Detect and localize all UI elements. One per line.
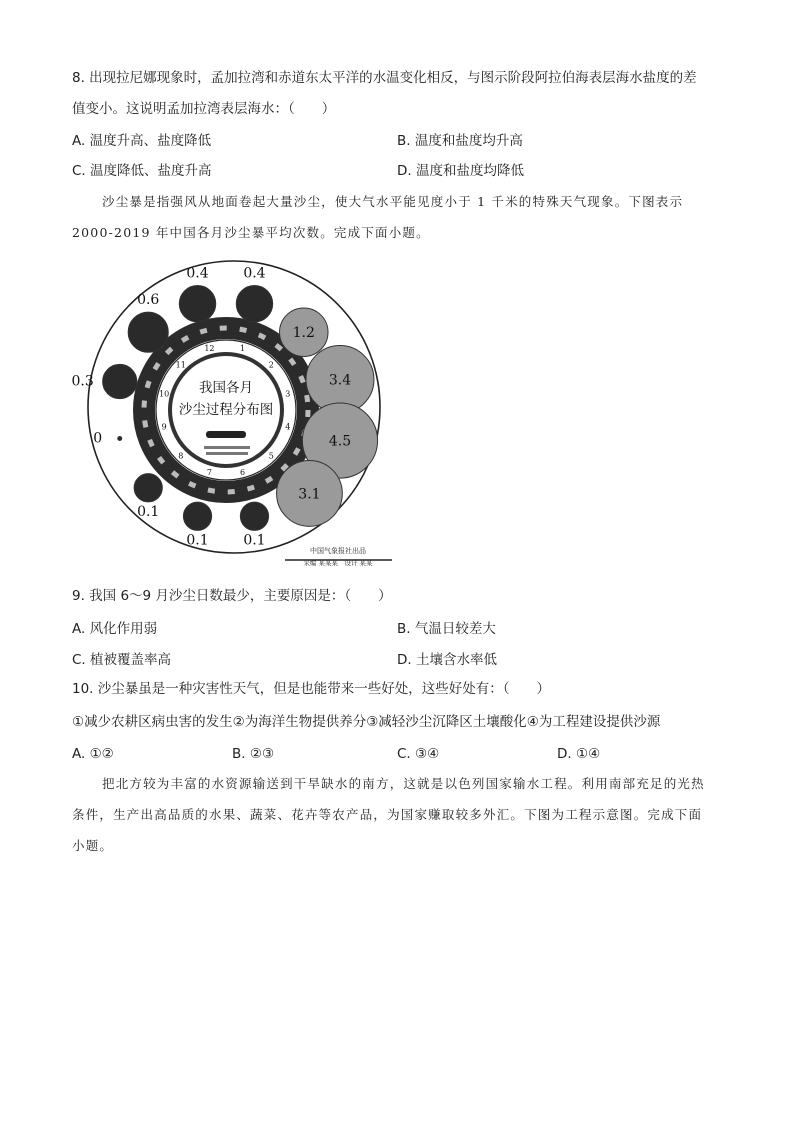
value-circle	[236, 286, 272, 322]
intro1-line1: 沙尘暴是指强风从地面卷起大量沙尘，使大气水平能见度小于 1 千米的特殊天气现象。下图表示	[102, 194, 684, 209]
month-label: 5	[268, 451, 274, 461]
figure-credit: 中国气象报社出品	[310, 547, 366, 555]
q8-stem-line2: 值变小。这说明孟加拉湾表层海水：（ ）	[72, 101, 336, 117]
intro2-line3: 小题。	[72, 838, 114, 853]
month-label: 12	[204, 344, 215, 354]
q10-stem: 10. 沙尘暴虽是一种灾害性天气，但是也能带来一些好处，这些好处有：（ ）	[72, 681, 551, 697]
month-label: 1	[240, 344, 246, 354]
figure-title-line1: 我国各月	[199, 380, 253, 396]
value-label: 0.4	[243, 265, 266, 282]
value-label: 0	[93, 430, 103, 447]
value-circle	[128, 312, 168, 352]
q8-option-b: B. 温度和盐度均升高	[397, 133, 523, 149]
value-circle	[103, 364, 137, 398]
figure-credit-2: 采编 某某某 设计 某某	[303, 559, 373, 567]
value-label: 0.1	[137, 503, 160, 520]
month-label: 10	[159, 389, 170, 399]
month-label: 3	[285, 389, 291, 399]
q8-stem-line1: 8. 出现拉尼娜现象时，孟加拉湾和赤道东太平洋的水温变化相反，与图示阶段阿拉伯海表层海水盐度的差	[72, 70, 697, 86]
title-small-text-block-2	[206, 452, 248, 455]
q8-option-c: C. 温度降低、盐度升高	[72, 163, 212, 179]
title-badge	[206, 431, 246, 438]
q10-option-b: B. ②③	[232, 746, 275, 762]
value-label: 1.2	[292, 325, 315, 342]
value-label: 3.4	[328, 372, 352, 389]
month-label: 11	[175, 360, 186, 370]
q9-option-c: C. 植被覆盖率高	[72, 652, 172, 668]
q9-option-d: D. 土壤含水率低	[397, 652, 497, 668]
month-label: 2	[268, 360, 274, 370]
value-label: 4.5	[328, 433, 352, 450]
value-label: 0.1	[243, 532, 266, 549]
q9-option-b: B. 气温日较差大	[397, 621, 496, 637]
value-circle	[183, 502, 211, 530]
value-circle	[118, 436, 122, 440]
q10-option-c: C. ③④	[397, 746, 440, 762]
q8-option-d: D. 温度和盐度均降低	[397, 163, 524, 179]
q10-option-a: A. ①②	[72, 746, 114, 762]
value-circle	[134, 474, 162, 502]
intro2-line2: 条件，生产出高品质的水果、蔬菜、花卉等农产品，为国家赚取较多外汇。下图为工程示意图。完成下面	[72, 807, 703, 822]
value-circle	[240, 502, 268, 530]
intro2-line1: 把北方较为丰富的水资源输送到干旱缺水的南方，这就是以色列国家输水工程。利用南部充足的光热	[102, 776, 705, 791]
value-label: 0.4	[186, 265, 209, 282]
q10-items: ①减少农耕区病虫害的发生②为海洋生物提供养分③减轻沙尘沉降区土壤酸化④为工程建设提供沙源	[72, 714, 661, 730]
month-label: 7	[206, 467, 212, 477]
value-label: 0.6	[137, 292, 160, 309]
month-label: 9	[161, 422, 167, 432]
q10-option-d: D. ①④	[557, 746, 601, 762]
value-label: 0.1	[186, 532, 209, 549]
q8-option-a: A. 温度升高、盐度降低	[72, 133, 212, 149]
month-label: 8	[178, 451, 184, 461]
title-small-text-block	[204, 446, 250, 449]
value-label: 0.3	[71, 373, 94, 390]
month-label: 4	[285, 422, 291, 432]
value-circle	[179, 286, 215, 322]
dust-storm-month-figure	[71, 262, 400, 571]
value-label: 3.1	[298, 486, 321, 503]
dust-storm-circle-diagram	[71, 262, 400, 567]
month-label: 6	[240, 467, 246, 477]
intro1-line2: 2000-2019 年中国各月沙尘暴平均次数。完成下面小题。	[72, 225, 430, 240]
q9-option-a: A. 风化作用弱	[72, 621, 158, 637]
figure-title-line2: 沙尘过程分布图	[178, 402, 274, 418]
q9-stem: 9. 我国 6～9 月沙尘日数最少，主要原因是：（ ）	[72, 588, 392, 604]
